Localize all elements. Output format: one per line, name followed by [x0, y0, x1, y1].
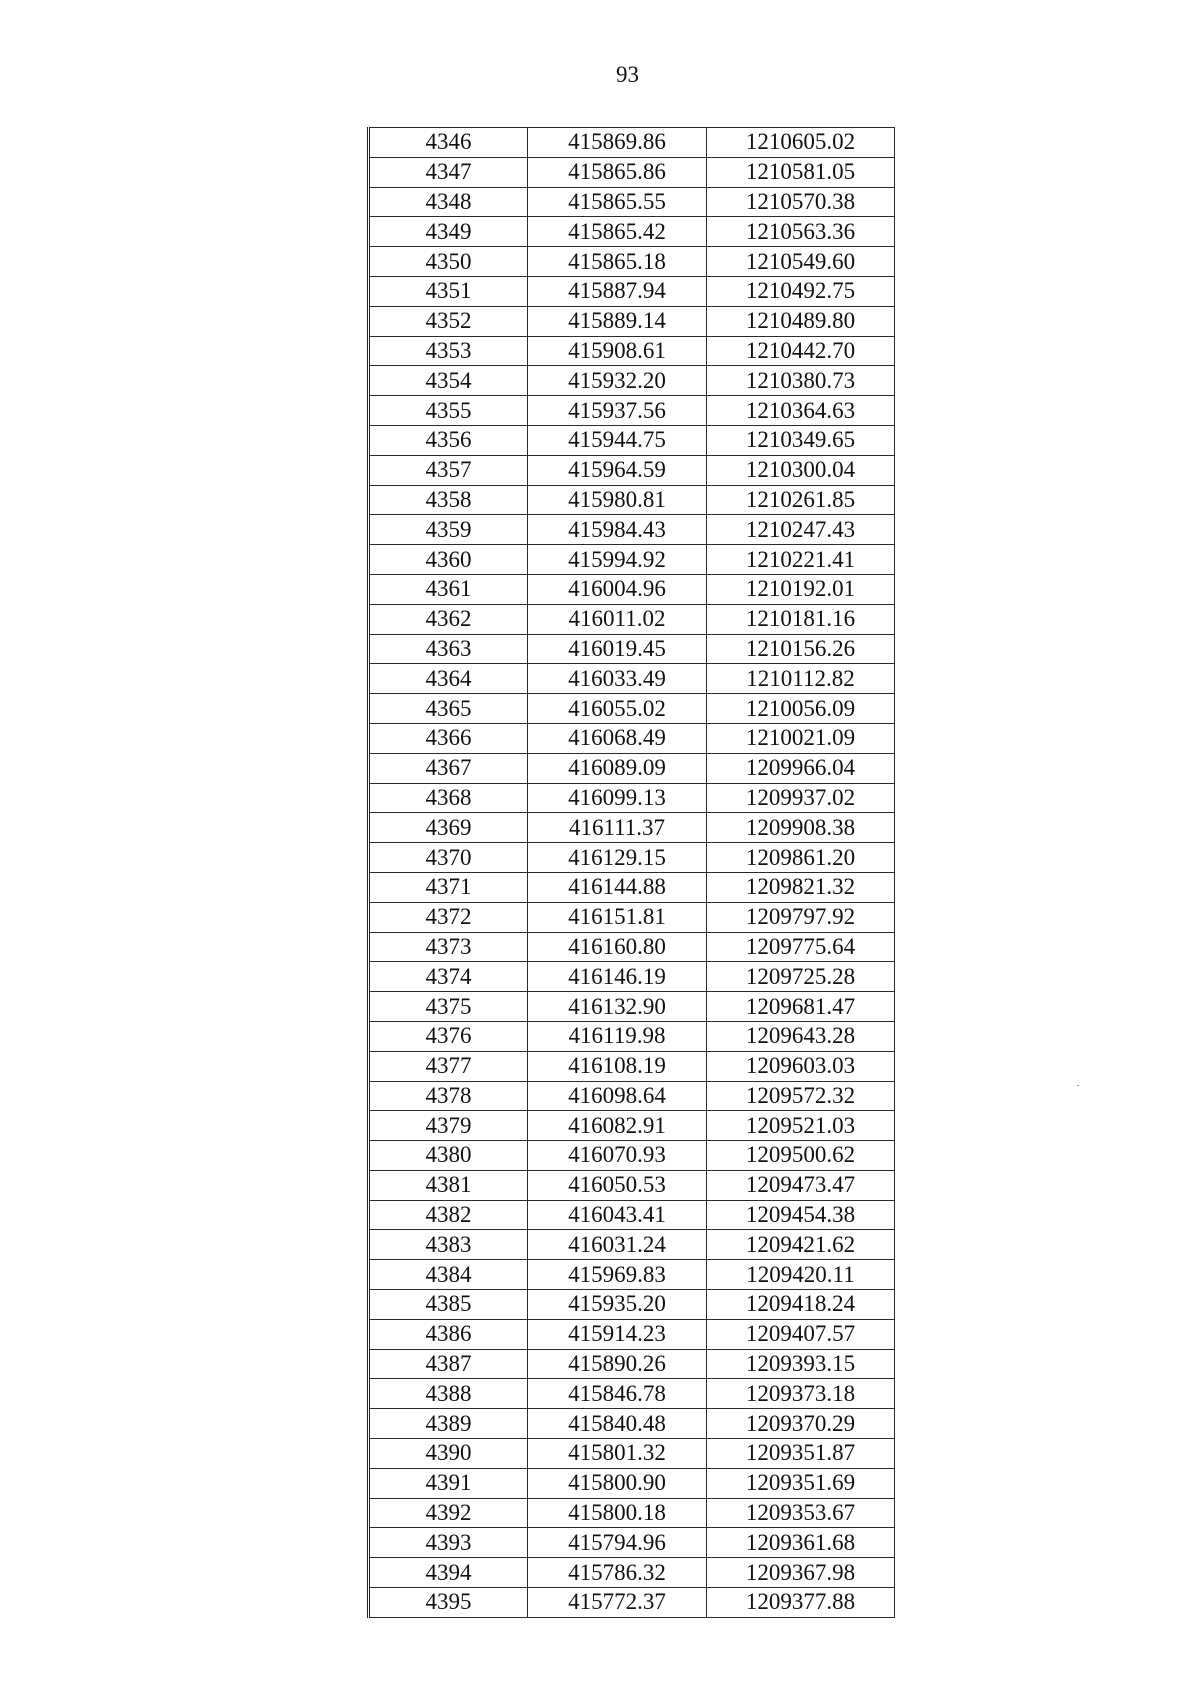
y-coordinate-cell: 1209725.28 [707, 962, 895, 992]
y-coordinate-cell: 1209421.62 [707, 1230, 895, 1260]
point-number-cell: 4394 [369, 1558, 528, 1588]
table-row [369, 574, 895, 604]
x-coordinate-cell: 416151.81 [528, 902, 707, 932]
x-coordinate-cell: 416132.90 [528, 992, 707, 1022]
x-coordinate-cell: 415794.96 [528, 1528, 707, 1558]
x-coordinate-cell: 415846.78 [528, 1379, 707, 1409]
x-coordinate-cell: 415865.55 [528, 187, 707, 217]
y-coordinate-cell: 1209500.62 [707, 1141, 895, 1171]
point-number-cell: 4375 [369, 992, 528, 1022]
table-row [369, 366, 895, 396]
y-coordinate-cell: 1209521.03 [707, 1111, 895, 1141]
point-number-cell: 4362 [369, 604, 528, 634]
x-coordinate-cell: 416129.15 [528, 843, 707, 873]
y-coordinate-cell: 1210549.60 [707, 247, 895, 277]
y-coordinate-cell: 1209367.98 [707, 1558, 895, 1588]
x-coordinate-cell: 415840.48 [528, 1409, 707, 1439]
y-coordinate-cell: 1210181.16 [707, 604, 895, 634]
table-row [369, 1468, 895, 1498]
x-coordinate-cell: 416119.98 [528, 1021, 707, 1051]
y-coordinate-cell: 1209937.02 [707, 783, 895, 813]
y-coordinate-cell: 1210300.04 [707, 455, 895, 485]
y-coordinate-cell: 1210489.80 [707, 306, 895, 336]
table-row [369, 276, 895, 306]
y-coordinate-cell: 1209370.29 [707, 1409, 895, 1439]
x-coordinate-cell: 415984.43 [528, 515, 707, 545]
point-number-cell: 4355 [369, 396, 528, 426]
y-coordinate-cell: 1210442.70 [707, 336, 895, 366]
point-number-cell: 4383 [369, 1230, 528, 1260]
table-row [369, 992, 895, 1022]
x-coordinate-cell: 415801.32 [528, 1439, 707, 1469]
y-coordinate-cell: 1210380.73 [707, 366, 895, 396]
table-row [369, 962, 895, 992]
point-number-cell: 4390 [369, 1439, 528, 1469]
x-coordinate-cell: 416070.93 [528, 1141, 707, 1171]
table-row [369, 1528, 895, 1558]
point-number-cell: 4365 [369, 694, 528, 724]
y-coordinate-cell: 1209861.20 [707, 843, 895, 873]
x-coordinate-cell: 416144.88 [528, 872, 707, 902]
y-coordinate-cell: 1210570.38 [707, 187, 895, 217]
x-coordinate-cell: 415865.86 [528, 157, 707, 187]
point-number-cell: 4360 [369, 545, 528, 575]
table-row [369, 247, 895, 277]
x-coordinate-cell: 416098.64 [528, 1081, 707, 1111]
y-coordinate-cell: 1210112.82 [707, 664, 895, 694]
y-coordinate-cell: 1210492.75 [707, 276, 895, 306]
x-coordinate-cell: 416160.80 [528, 932, 707, 962]
table-row [369, 694, 895, 724]
point-number-cell: 4392 [369, 1498, 528, 1528]
x-coordinate-cell: 415890.26 [528, 1349, 707, 1379]
table-row [369, 217, 895, 247]
point-number-cell: 4349 [369, 217, 528, 247]
x-coordinate-cell: 416050.53 [528, 1170, 707, 1200]
table-row [369, 1349, 895, 1379]
y-coordinate-cell: 1210364.63 [707, 396, 895, 426]
x-coordinate-cell: 415869.86 [528, 128, 707, 158]
table-row [369, 604, 895, 634]
point-number-cell: 4359 [369, 515, 528, 545]
table-row [369, 872, 895, 902]
x-coordinate-cell: 416082.91 [528, 1111, 707, 1141]
x-coordinate-cell: 416011.02 [528, 604, 707, 634]
y-coordinate-cell: 1210221.41 [707, 545, 895, 575]
table-row [369, 1230, 895, 1260]
x-coordinate-cell: 415800.18 [528, 1498, 707, 1528]
y-coordinate-cell: 1209821.32 [707, 872, 895, 902]
y-coordinate-cell: 1209454.38 [707, 1200, 895, 1230]
point-number-cell: 4363 [369, 634, 528, 664]
y-coordinate-cell: 1210581.05 [707, 157, 895, 187]
x-coordinate-cell: 415786.32 [528, 1558, 707, 1588]
table-row [369, 1021, 895, 1051]
y-coordinate-cell: 1209420.11 [707, 1260, 895, 1290]
y-coordinate-cell: 1210349.65 [707, 425, 895, 455]
y-coordinate-cell: 1209351.69 [707, 1468, 895, 1498]
x-coordinate-cell: 415772.37 [528, 1588, 707, 1618]
table-row [369, 128, 895, 158]
point-number-cell: 4385 [369, 1290, 528, 1320]
y-coordinate-cell: 1209681.47 [707, 992, 895, 1022]
y-coordinate-cell: 1209603.03 [707, 1051, 895, 1081]
point-number-cell: 4361 [369, 574, 528, 604]
x-coordinate-cell: 416068.49 [528, 723, 707, 753]
table-row [369, 1170, 895, 1200]
x-coordinate-cell: 416033.49 [528, 664, 707, 694]
x-coordinate-cell: 415944.75 [528, 425, 707, 455]
x-coordinate-cell: 415964.59 [528, 455, 707, 485]
table-row [369, 1498, 895, 1528]
x-coordinate-cell: 416089.09 [528, 753, 707, 783]
y-coordinate-cell: 1209418.24 [707, 1290, 895, 1320]
point-number-cell: 4350 [369, 247, 528, 277]
y-coordinate-cell: 1209393.15 [707, 1349, 895, 1379]
point-number-cell: 4382 [369, 1200, 528, 1230]
table-row [369, 1319, 895, 1349]
table-row [369, 723, 895, 753]
y-coordinate-cell: 1210192.01 [707, 574, 895, 604]
point-number-cell: 4358 [369, 485, 528, 515]
y-coordinate-cell: 1210563.36 [707, 217, 895, 247]
table-row [369, 425, 895, 455]
x-coordinate-cell: 416111.37 [528, 813, 707, 843]
y-coordinate-cell: 1209775.64 [707, 932, 895, 962]
table-row [369, 455, 895, 485]
table-row [369, 1200, 895, 1230]
x-coordinate-cell: 415865.42 [528, 217, 707, 247]
point-number-cell: 4364 [369, 664, 528, 694]
table-row [369, 1379, 895, 1409]
x-coordinate-cell: 415932.20 [528, 366, 707, 396]
point-number-cell: 4353 [369, 336, 528, 366]
point-number-cell: 4376 [369, 1021, 528, 1051]
x-coordinate-cell: 415889.14 [528, 306, 707, 336]
y-coordinate-cell: 1209377.88 [707, 1588, 895, 1618]
x-coordinate-cell: 415887.94 [528, 276, 707, 306]
y-coordinate-cell: 1210605.02 [707, 128, 895, 158]
point-number-cell: 4366 [369, 723, 528, 753]
table-row [369, 813, 895, 843]
point-number-cell: 4393 [369, 1528, 528, 1558]
table-row [369, 1260, 895, 1290]
page-number: 93 [616, 62, 639, 87]
coordinates-table-body [369, 128, 895, 1618]
y-coordinate-cell: 1210261.85 [707, 485, 895, 515]
x-coordinate-cell: 415800.90 [528, 1468, 707, 1498]
x-coordinate-cell: 415937.56 [528, 396, 707, 426]
table-row [369, 1439, 895, 1469]
point-number-cell: 4389 [369, 1409, 528, 1439]
table-row [369, 843, 895, 873]
y-coordinate-cell: 1209966.04 [707, 753, 895, 783]
point-number-cell: 4391 [369, 1468, 528, 1498]
table-row [369, 187, 895, 217]
table-row [369, 1558, 895, 1588]
table-row [369, 545, 895, 575]
point-number-cell: 4346 [369, 128, 528, 158]
point-number-cell: 4381 [369, 1170, 528, 1200]
y-coordinate-cell: 1209797.92 [707, 902, 895, 932]
point-number-cell: 4373 [369, 932, 528, 962]
y-coordinate-cell: 1209351.87 [707, 1439, 895, 1469]
x-coordinate-cell: 415969.83 [528, 1260, 707, 1290]
y-coordinate-cell: 1209473.47 [707, 1170, 895, 1200]
point-number-cell: 4386 [369, 1319, 528, 1349]
table-row [369, 634, 895, 664]
table-row [369, 664, 895, 694]
point-number-cell: 4348 [369, 187, 528, 217]
y-coordinate-cell: 1209572.32 [707, 1081, 895, 1111]
y-coordinate-cell: 1209908.38 [707, 813, 895, 843]
y-coordinate-cell: 1210156.26 [707, 634, 895, 664]
point-number-cell: 4380 [369, 1141, 528, 1171]
table-row [369, 753, 895, 783]
point-number-cell: 4367 [369, 753, 528, 783]
point-number-cell: 4377 [369, 1051, 528, 1081]
table-row [369, 1141, 895, 1171]
x-coordinate-cell: 416004.96 [528, 574, 707, 604]
x-coordinate-cell: 415908.61 [528, 336, 707, 366]
x-coordinate-cell: 415994.92 [528, 545, 707, 575]
point-number-cell: 4368 [369, 783, 528, 813]
point-number-cell: 4347 [369, 157, 528, 187]
point-number-cell: 4379 [369, 1111, 528, 1141]
table-row [369, 1409, 895, 1439]
y-coordinate-cell: 1209407.57 [707, 1319, 895, 1349]
x-coordinate-cell: 415914.23 [528, 1319, 707, 1349]
table-row [369, 485, 895, 515]
table-row [369, 157, 895, 187]
point-number-cell: 4356 [369, 425, 528, 455]
x-coordinate-cell: 416108.19 [528, 1051, 707, 1081]
table-row [369, 783, 895, 813]
x-coordinate-cell: 416055.02 [528, 694, 707, 724]
table-row [369, 306, 895, 336]
x-coordinate-cell: 416099.13 [528, 783, 707, 813]
x-coordinate-cell: 416019.45 [528, 634, 707, 664]
point-number-cell: 4370 [369, 843, 528, 873]
y-coordinate-cell: 1209353.67 [707, 1498, 895, 1528]
table-row [369, 1051, 895, 1081]
y-coordinate-cell: 1210247.43 [707, 515, 895, 545]
point-number-cell: 4371 [369, 872, 528, 902]
point-number-cell: 4388 [369, 1379, 528, 1409]
y-coordinate-cell: 1209361.68 [707, 1528, 895, 1558]
table-row [369, 902, 895, 932]
y-coordinate-cell: 1210056.09 [707, 694, 895, 724]
x-coordinate-cell: 416043.41 [528, 1200, 707, 1230]
point-number-cell: 4357 [369, 455, 528, 485]
point-number-cell: 4354 [369, 366, 528, 396]
point-number-cell: 4369 [369, 813, 528, 843]
x-coordinate-cell: 415865.18 [528, 247, 707, 277]
table-row [369, 1111, 895, 1141]
x-coordinate-cell: 416146.19 [528, 962, 707, 992]
point-number-cell: 4372 [369, 902, 528, 932]
table-row [369, 1588, 895, 1618]
table-row [369, 515, 895, 545]
y-coordinate-cell: 1209643.28 [707, 1021, 895, 1051]
point-number-cell: 4384 [369, 1260, 528, 1290]
point-number-cell: 4351 [369, 276, 528, 306]
table-row [369, 932, 895, 962]
point-number-cell: 4352 [369, 306, 528, 336]
coordinates-table [367, 127, 895, 1618]
table-row [369, 1290, 895, 1320]
point-number-cell: 4374 [369, 962, 528, 992]
x-coordinate-cell: 416031.24 [528, 1230, 707, 1260]
table-row [369, 336, 895, 366]
y-coordinate-cell: 1209373.18 [707, 1379, 895, 1409]
point-number-cell: 4387 [369, 1349, 528, 1379]
point-number-cell: 4395 [369, 1588, 528, 1618]
y-coordinate-cell: 1210021.09 [707, 723, 895, 753]
point-number-cell: 4378 [369, 1081, 528, 1111]
x-coordinate-cell: 415980.81 [528, 485, 707, 515]
scan-speck [1077, 1085, 1079, 1086]
x-coordinate-cell: 415935.20 [528, 1290, 707, 1320]
table-row [369, 396, 895, 426]
table-row [369, 1081, 895, 1111]
